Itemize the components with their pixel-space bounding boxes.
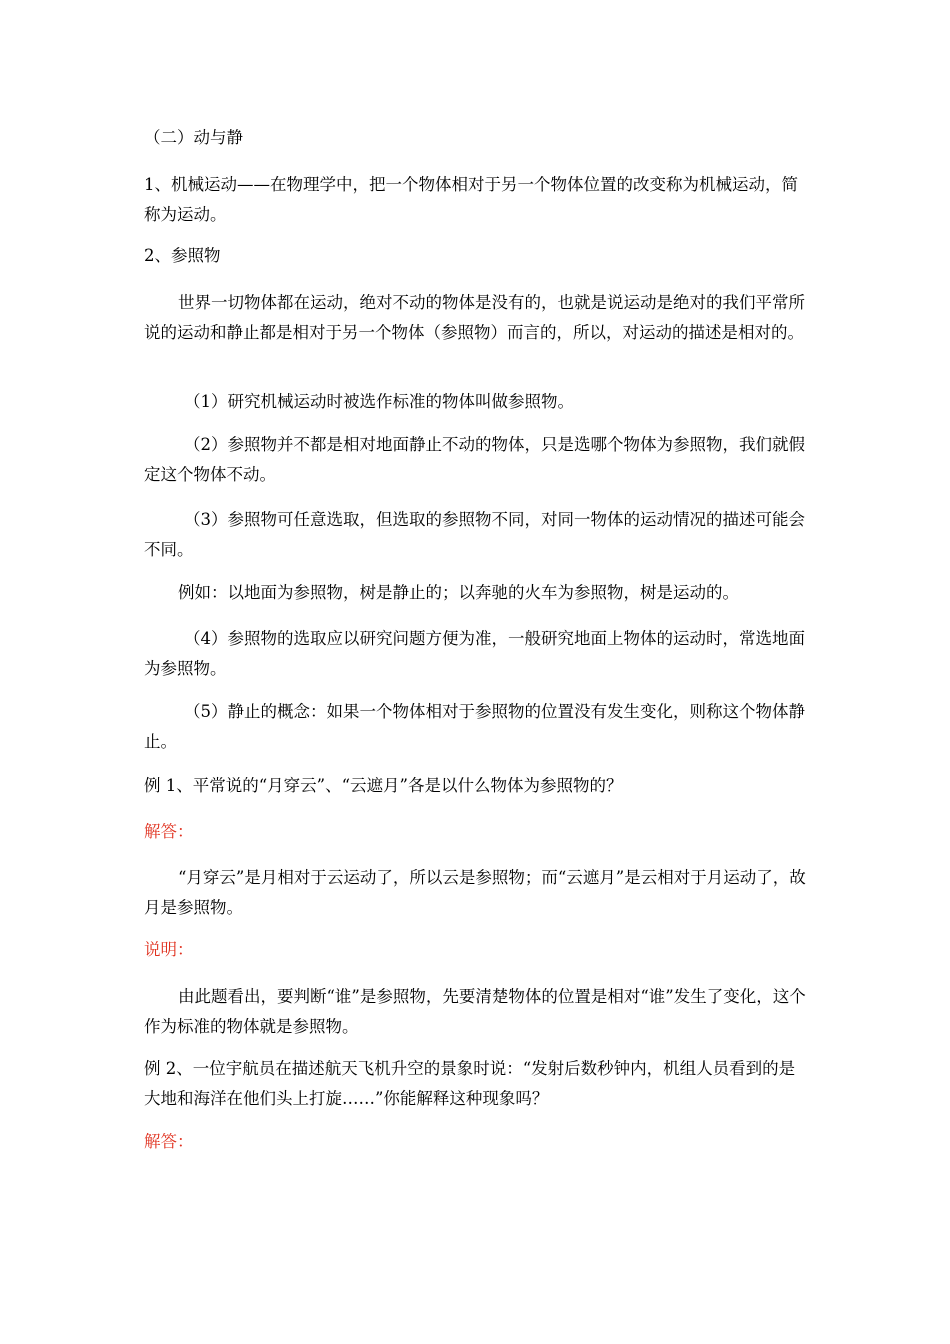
example-1-question: 例 1、平常说的“月穿云”、“云遮月”各是以什么物体为参照物的？ <box>144 776 623 795</box>
list-item-5: （5）静止的概念：如果一个物体相对于参照物的位置没有发生变化，则称这个物体静止。 <box>144 702 805 751</box>
example-text: 例如：以地面为参照物，树是静止的；以奔驰的火车为参照物，树是运动的。 <box>178 583 739 602</box>
paragraph-mechanical-motion: 1、机械运动——在物理学中，把一个物体相对于另一个物体位置的改变称为机械运动，简称为运动。 <box>144 175 798 224</box>
example-2-question: 例 2、一位宇航员在描述航天飞机升空的景象时说：“发射后数秒钟内，机组人员看到的是大地和海洋在他们头上打旋……”你能解释这种现象吗？ <box>144 1059 796 1108</box>
section-title: （二）动与静 <box>144 128 243 147</box>
example-1-explanation: 由此题看出，要判断“谁”是参照物，先要清楚物体的位置是相对“谁”发生了变化，这个作为标准的物体就是参照物。 <box>144 987 806 1036</box>
answer-label-1: 解答： <box>144 822 194 841</box>
paragraph-reference-heading: 2、参照物 <box>144 246 221 265</box>
example-1-answer: “月穿云”是月相对于云运动了，所以云是参照物；而“云遮月”是云相对于月运动了，故月是参照物。 <box>144 868 806 917</box>
paragraph-relative-motion: 世界一切物体都在运动，绝对不动的物体是没有的，也就是说运动是绝对的我们平常所说的运动和静止都是相对于另一个物体（参照物）而言的，所以，对运动的描述是相对的。 <box>144 293 805 342</box>
list-item-4: （4）参照物的选取应以研究问题方便为准，一般研究地面上物体的运动时，常选地面为参照物。 <box>144 629 805 678</box>
list-item-2: （2）参照物并不都是相对地面静止不动的物体，只是选哪个物体为参照物，我们就假定这个物体不动。 <box>144 435 805 484</box>
list-item-1: （1）研究机械运动时被选作标准的物体叫做参照物。 <box>184 392 574 411</box>
answer-label-2: 解答： <box>144 1132 194 1151</box>
explain-label: 说明： <box>144 940 194 959</box>
list-item-3: （3）参照物可任意选取，但选取的参照物不同，对同一物体的运动情况的描述可能会不同。 <box>144 510 805 559</box>
